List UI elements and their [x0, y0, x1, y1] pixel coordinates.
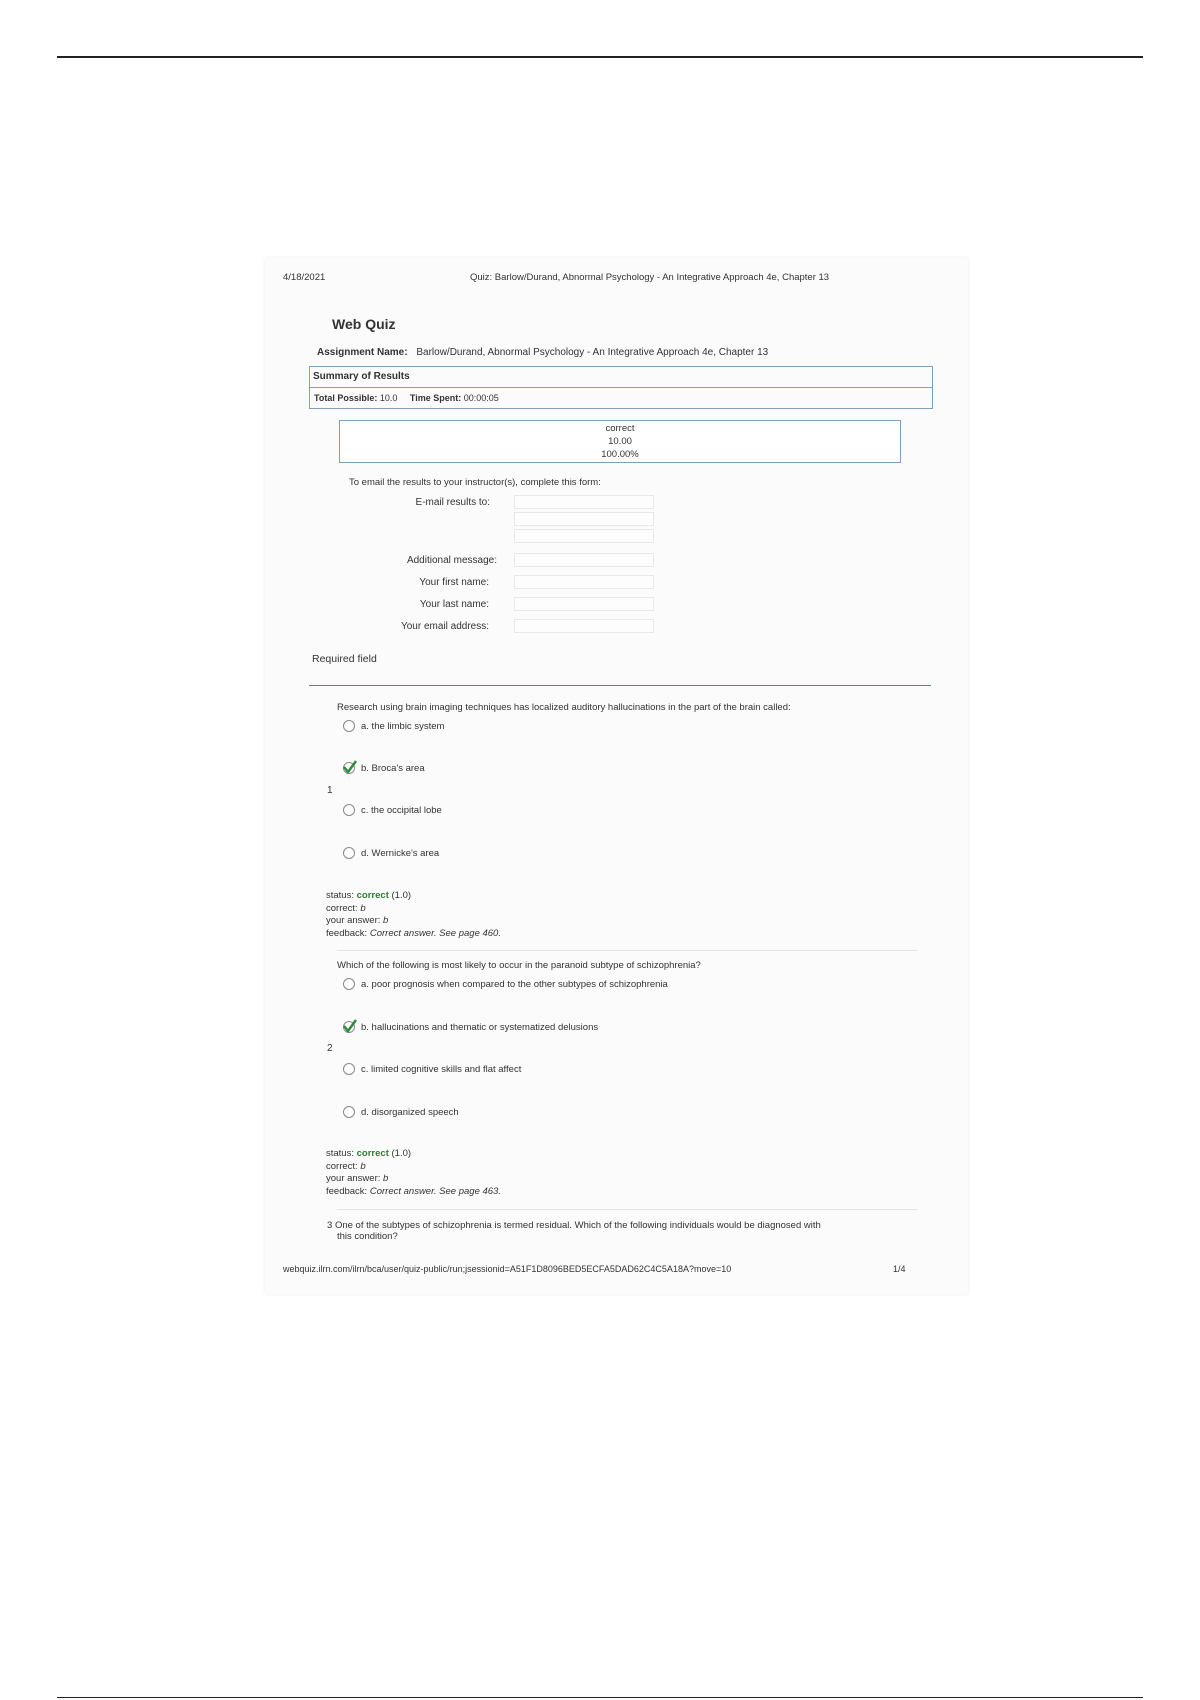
email-results-field-2[interactable] [514, 512, 654, 526]
q1-option-d[interactable] [343, 846, 439, 862]
email-results-label: E-mail results to: [415, 497, 490, 508]
section-divider [309, 685, 931, 686]
email-results-field-1[interactable] [514, 495, 654, 509]
q2-option-b[interactable] [343, 1020, 598, 1036]
top-rule [57, 56, 1143, 58]
correct-value: b [360, 1160, 366, 1172]
assignment-line [317, 347, 768, 358]
checked-radio-icon[interactable] [343, 1021, 355, 1033]
radio-icon[interactable] [343, 1106, 355, 1118]
q2-option-c[interactable] [343, 1062, 521, 1078]
option-label: b. Broca's area [361, 763, 425, 774]
question-3-text [327, 1220, 821, 1242]
print-date: 4/18/2021 [283, 272, 326, 283]
answer-value: b [383, 1173, 389, 1184]
correct-label: correct: [326, 1160, 358, 1172]
status-value: correct [356, 890, 389, 901]
q2-option-a[interactable] [343, 977, 668, 993]
question-1-number: 1 [327, 785, 333, 796]
print-title: Quiz: Barlow/Durand, Abnormal Psychology - An Integrative Approach 4e, Chapter 13 [470, 272, 830, 283]
radio-icon[interactable] [343, 1063, 355, 1075]
document-page [265, 258, 968, 1294]
option-label: c. limited cognitive skills and flat affect [361, 1064, 522, 1075]
footer-url: webquiz.ilrn.com/ilrn/bca/user/quiz-public/run;jsessionid=A51F1D8096BED5ECFA5DAD62C4C5A18A?move=10 [283, 1264, 732, 1274]
email-intro: To email the results to your instructor(s), complete this form: [349, 477, 601, 488]
additional-message-label: Additional message: [406, 555, 497, 566]
email-results-field-3[interactable] [514, 529, 654, 543]
question-2-status [326, 1148, 501, 1198]
question-separator [337, 1209, 917, 1210]
total-value: 10.0 [379, 393, 398, 403]
email-address-label: Your email address: [400, 621, 489, 632]
last-name-label: Your last name: [419, 599, 489, 610]
first-name-field[interactable] [514, 575, 654, 589]
answer-label: your answer: [326, 1173, 381, 1184]
checked-radio-icon[interactable] [343, 762, 355, 774]
radio-icon[interactable] [343, 804, 355, 816]
footer-page-number: 1/4 [893, 1264, 906, 1274]
time-value: 00:00:05 [463, 393, 499, 403]
status-label: status: [326, 890, 354, 901]
radio-icon[interactable] [343, 720, 355, 732]
first-name-label: Your first name: [419, 577, 489, 588]
total-label: Total Possible: [314, 393, 378, 403]
correct-value: b [360, 902, 366, 914]
additional-message-field[interactable] [514, 553, 654, 567]
status-label: status: [326, 1148, 354, 1159]
question-3-line-2: this condition? [337, 1231, 398, 1242]
correct-label: correct: [326, 902, 358, 914]
question-separator [337, 950, 917, 951]
score-box [339, 420, 901, 463]
score-percent: 100.00% [601, 449, 639, 460]
feedback-value: Correct answer. See page 463. [369, 1185, 501, 1197]
option-label: d. disorganized speech [361, 1107, 459, 1118]
summary-heading: Summary of Results [310, 367, 932, 388]
answer-label: your answer: [326, 915, 381, 926]
feedback-label: feedback: [326, 1185, 368, 1197]
email-address-field[interactable] [514, 619, 654, 633]
question-1-status [326, 890, 501, 940]
q2-option-d[interactable] [343, 1105, 459, 1121]
option-label: c. the occipital lobe [361, 805, 442, 816]
page-title: Web Quiz [332, 316, 396, 332]
radio-icon[interactable] [343, 978, 355, 990]
question-3-line-1: One of the subtypes of schizophrenia is termed residual. Which of the following individuals would be diagnosed with [334, 1220, 821, 1231]
q1-option-b[interactable] [343, 761, 425, 777]
question-1-text: Research using brain imaging techniques has localized auditory hallucinations in the part of the brain called: [337, 702, 791, 713]
q1-option-a[interactable] [343, 719, 444, 735]
question-2-number: 2 [327, 1043, 333, 1054]
status-value: correct [356, 1148, 389, 1159]
status-score: (1.0) [391, 890, 412, 901]
required-field-note: Required field [312, 653, 377, 665]
feedback-value: Correct answer. See page 460. [369, 927, 501, 939]
summary-table [309, 366, 933, 409]
score-label: correct [605, 423, 635, 434]
option-label: d. Wernicke's area [361, 848, 440, 859]
time-label: Time Spent: [409, 393, 462, 403]
option-label: a. the limbic system [361, 721, 445, 732]
radio-icon[interactable] [343, 847, 355, 859]
status-score: (1.0) [391, 1148, 412, 1159]
answer-value: b [383, 915, 389, 926]
option-label: b. hallucinations and thematic or systematized delusions [361, 1022, 599, 1033]
score-points: 10.00 [608, 436, 632, 447]
question-2-text: Which of the following is most likely to occur in the paranoid subtype of schizophrenia? [337, 960, 701, 971]
summary-row [310, 388, 932, 408]
question-3-number: 3 [327, 1220, 333, 1231]
q1-option-c[interactable] [343, 803, 442, 819]
option-label: a. poor prognosis when compared to the other subtypes of schizophrenia [361, 979, 668, 990]
last-name-field[interactable] [514, 597, 654, 611]
bottom-rule [57, 1697, 1143, 1698]
assignment-value: Barlow/Durand, Abnormal Psychology - An Integrative Approach 4e, Chapter 13 [416, 347, 769, 358]
assignment-label: Assignment Name: [317, 347, 408, 358]
feedback-label: feedback: [326, 927, 368, 939]
